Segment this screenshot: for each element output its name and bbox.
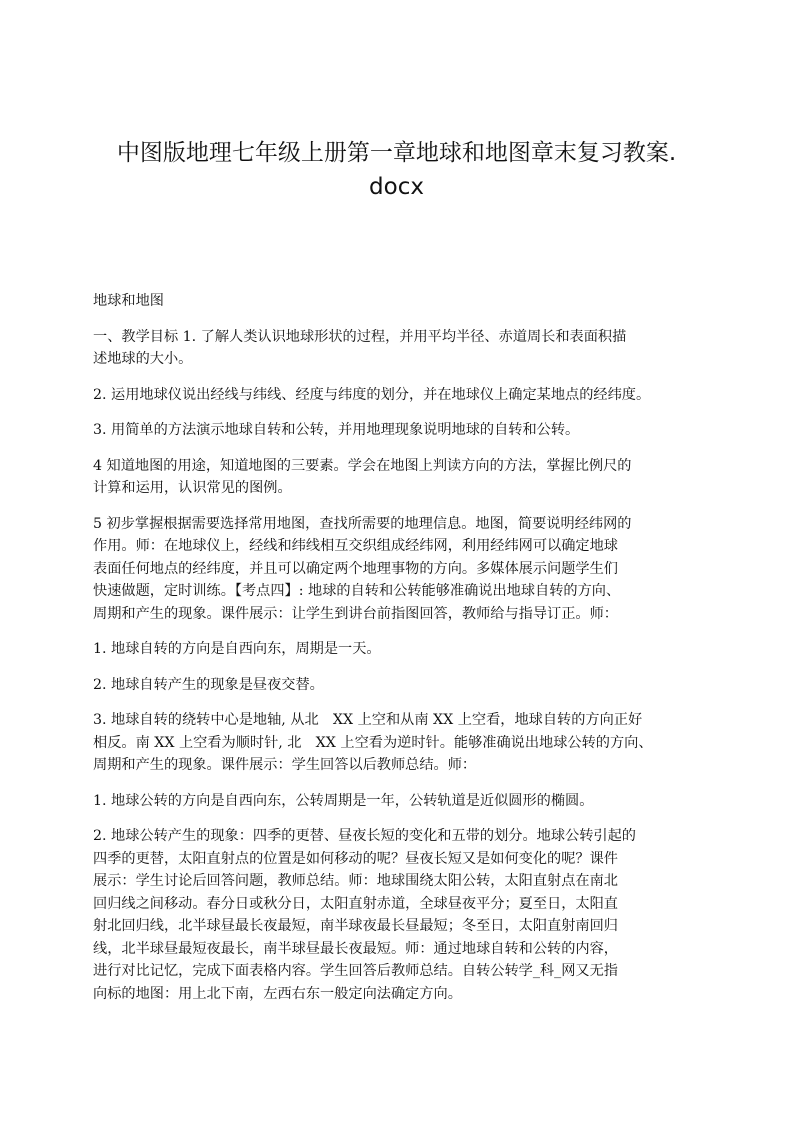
paragraph-line: 进行对比记忆，完成下面表格内容。学生回答后教师总结。自转公转学_科_网又无指	[93, 963, 618, 979]
paragraph	[93, 790, 718, 813]
paragraph	[93, 825, 718, 1005]
paragraph-line: 向标的地图：用上北下南，左西右东一般定向法确定方向。	[93, 985, 462, 1002]
paragraph	[93, 455, 718, 500]
paragraph-line: 展示：学生讨论后回答问题，教师总结。师：地球围绕太阳公转，太阳直射点在南北	[93, 873, 618, 889]
document-body	[93, 290, 718, 1018]
section-heading: 地球和地图	[93, 293, 164, 309]
paragraph-line: 1. 地球自转的方向是自西向东，周期是一天。	[93, 641, 381, 657]
paragraph-line: 周期和产生的现象。课件展示：学生回答以后教师总结。师：	[93, 757, 477, 773]
paragraph-line: 作用。师：在地球仪上，经线和纬线相互交织组成经纬网，利用经纬网可以确定地球	[93, 538, 618, 554]
paragraph-line: 回归线之间移动。春分日或秋分日，太阳直射赤道，全球昼夜平分；夏至日，太阳直	[93, 895, 618, 912]
paragraph-list	[93, 326, 718, 1006]
paragraph	[93, 513, 718, 626]
paragraph-line: 线，北半球昼最短夜最长，南半球昼最长夜最短。师：通过地球自转和公转的内容，	[93, 940, 618, 957]
title-line-1: 中图版地理七年级上册第一章地球和地图章末复习教案.	[116, 140, 677, 166]
paragraph-line: 5 初步掌握根据需要选择常用地图，查找所需要的地理信息。地图，简要说明经纬网的	[93, 515, 632, 532]
paragraph	[93, 419, 718, 442]
document-title	[80, 136, 713, 204]
paragraph	[93, 326, 718, 371]
paragraph-line: 周期和产生的现象。课件展示：让学生到讲台前指图回答，教师给与指导订正。师：	[93, 605, 618, 622]
title-line-2: docx	[369, 174, 424, 200]
paragraph-line: 1. 地球公转的方向是自西向东，公转周期是一年，公转轨道是近似圆形的椭圆。	[93, 792, 594, 809]
paragraph-line: 射北回归线，北半球昼最长夜最短，南半球夜最长昼最短；冬至日，太阳直射南回归	[93, 918, 618, 934]
paragraph-line: 快速做题，定时训练。【考点四】: 地球的自转和公转能够准确说出地球自转的方向、	[93, 583, 621, 599]
paragraph-line: 计算和运用，认识常见的图例。	[93, 480, 292, 496]
paragraph-line: 四季的更替，太阳直射点的位置是如何移动的呢？昼夜长短又是如何变化的呢？课件	[93, 850, 618, 867]
paragraph-line: 4 知道地图的用途，知道地图的三要素。学会在地图上判读方向的方法，掌握比例尺的	[93, 457, 632, 474]
paragraph-line: 表面任何地点的经纬度，并且可以确定两个地理事物的方向。多媒体展示问题学生们	[93, 560, 618, 577]
paragraph	[93, 384, 718, 407]
paragraph-line: 2. 地球公转产生的现象：四季的更替、昼夜长短的变化和五带的划分。地球公转引起的	[93, 828, 636, 844]
paragraph-line: 3. 地球自转的绕转中心是地轴, 从北 XX 上空和从南 XX 上空看，地球自转的方向正好	[93, 712, 643, 728]
paragraph	[93, 674, 718, 697]
paragraph-line: 2. 运用地球仪说出经线与纬线、经度与纬度的划分，并在地球仪上确定某地点的经纬度。	[93, 386, 651, 403]
paragraph	[93, 638, 718, 661]
paragraph-line: 相反。南 XX 上空看为顺时针, 北 XX 上空看为逆时针。能够准确说出地球公转的方向、	[93, 734, 653, 751]
paragraph-line: 述地球的大小。	[93, 351, 193, 367]
paragraph-line: 一、教学目标 1. 了解人类认识地球形状的过程，并用平均半径、赤道周长和表面积描	[93, 328, 627, 345]
paragraph	[93, 709, 718, 777]
paragraph-line: 2. 地球自转产生的现象是昼夜交替。	[93, 676, 324, 693]
paragraph-line: 3. 用简单的方法演示地球自转和公转，并用地理现象说明地球的自转和公转。	[93, 422, 580, 438]
